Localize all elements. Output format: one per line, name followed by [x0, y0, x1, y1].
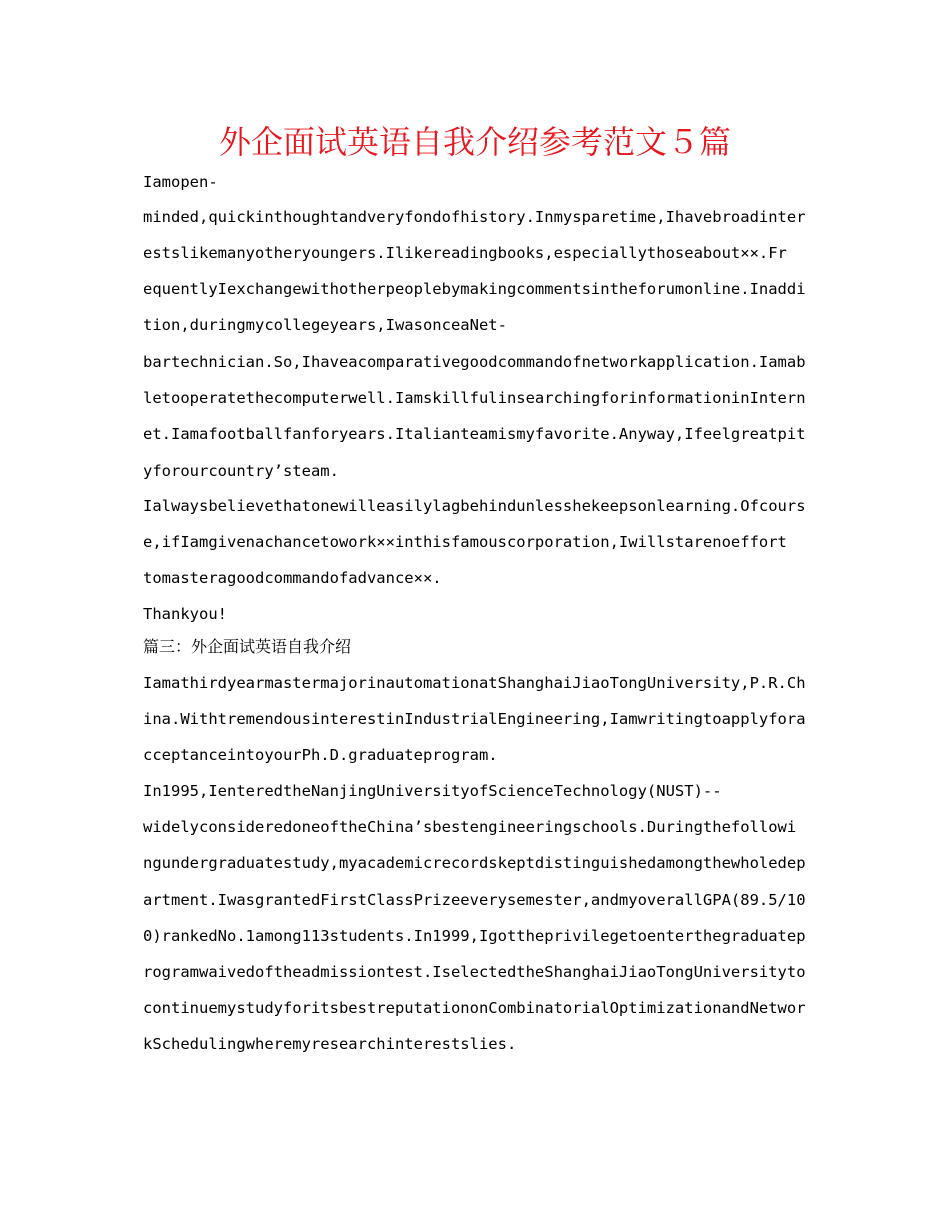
text-line: cceptanceintoyourPh.D.graduateprogram.	[143, 746, 498, 764]
text-line: et.Iamafootballfanforyears.Italianteamismyfavorite.Anyway,Ifeelgreatpit	[143, 425, 806, 443]
text-line: equentlyIexchangewithotherpeoplebymakingcommentsintheforumonline.Inaddi	[143, 280, 806, 298]
text-line: e,ifIamgivenachancetowork××inthisfamouscorporation,Iwillstarenoeffort	[143, 533, 787, 551]
text-line: yforourcountry’steam.	[143, 462, 339, 480]
text-line: tion,duringmycollegeyears,IwasonceaNet-	[143, 316, 507, 334]
text-line: tomasteragoodcommandofadvance××.	[143, 569, 442, 587]
text-line: widelyconsideredoneoftheChina’sbestengineeringschools.Duringthefollowi	[143, 818, 797, 836]
text-line: Iamopen-	[143, 173, 218, 191]
text-line: minded,quickinthoughtandveryfondofhistory.Inmysparetime,Ihavebroadinter	[143, 208, 806, 226]
text-line: rogramwaivedoftheadmissiontest.IselectedtheShanghaiJiaoTongUniversityto	[143, 963, 806, 981]
text-line: kSchedulingwheremyresearchinterestslies.	[143, 1035, 517, 1053]
text-line: artment.IwasgrantedFirstClassPrizeeverysemester,andmyoverallGPA(89.5/10	[143, 891, 806, 909]
text-line: Thankyou!	[143, 605, 227, 623]
text-line: In1995,IenteredtheNanjingUniversityofScienceTechnology(NUST)--	[143, 782, 722, 800]
text-line: continuemystudyforitsbestreputationonCombinatorialOptimizationandNetwor	[143, 999, 806, 1017]
text-line: ngundergraduatestudy,myacademicrecordskeptdistinguishedamongthewholedep	[143, 854, 806, 872]
text-line: letooperatethecomputerwell.IamskillfulinsearchingforinformationinIntern	[143, 389, 806, 407]
document-title: 外企面试英语自我介绍参考范文５篇	[218, 123, 731, 161]
text-line: Ialwaysbelievethatonewilleasilylagbehindunlesshekeepsonlearning.Ofcours	[143, 497, 806, 515]
text-line: ina.WithtremendousinterestinIndustrialEngineering,Iamwritingtoapplyfora	[143, 710, 806, 728]
text-line: IamathirdyearmastermajorinautomationatShanghaiJiaoTongUniversity,P.R.Ch	[143, 674, 806, 692]
section-heading: 篇三：外企面试英语自我介绍	[143, 637, 352, 656]
text-line: bartechnician.So,Ihaveacomparativegoodcommandofnetworkapplication.Iamab	[143, 353, 806, 371]
text-line: estslikemanyotheryoungers.Ilikereadingbooks,especiallythoseabout××.Fr	[143, 244, 787, 262]
text-line: 0)rankedNo.1among113students.In1999,Igottheprivilegetoenterthegraduatep	[143, 927, 806, 945]
